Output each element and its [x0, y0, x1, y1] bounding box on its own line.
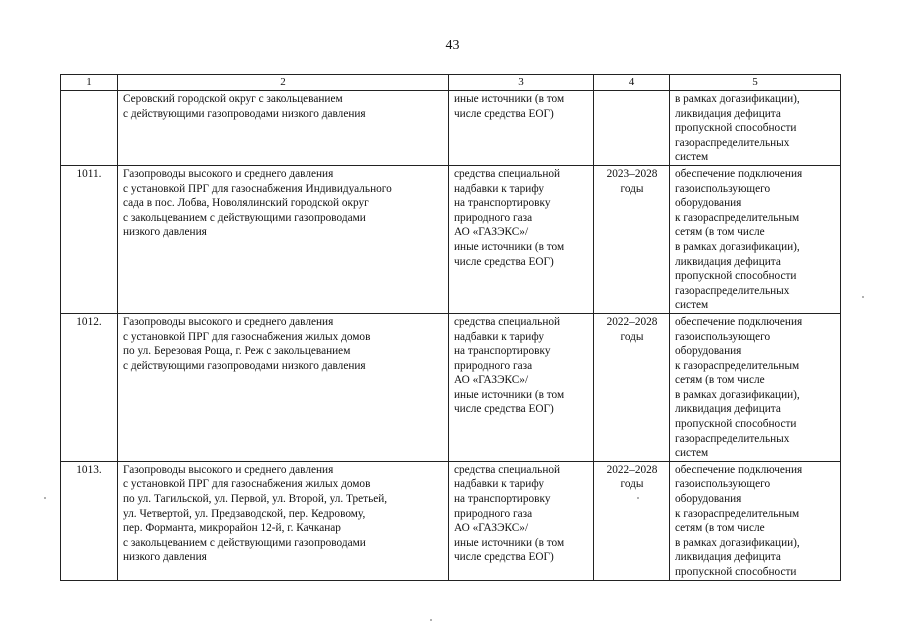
purpose-cell: обеспечение подключения газоиспользующего оборудования к газораспределительным сетям (в том числе в рамках догазификации), ликвидация дефицита пропускной способности газораспределительных систем	[670, 165, 841, 313]
funding-source-cell: средства специальной надбавки к тарифу на транспортировку природного газа АО «ГАЗЭКС»/ иные источники (в том числе средства ЕОГ)	[449, 165, 594, 313]
column-header-5: 5	[670, 75, 841, 91]
row-number	[61, 91, 118, 166]
table-row	[61, 165, 841, 313]
column-header-2: 2	[118, 75, 449, 91]
purpose-cell: обеспечение подключения газоиспользующего оборудования к газораспределительным сетям (в том числе в рамках догазификации), ликвидация дефицита пропускной способности газораспределительных систем	[670, 313, 841, 461]
column-header-1: 1	[61, 75, 118, 91]
table-row	[61, 461, 841, 580]
infrastructure-table	[60, 74, 841, 581]
table-header-row	[61, 75, 841, 91]
period-cell: 2022–2028 годы	[594, 461, 670, 580]
object-name-cell: Газопроводы высокого и среднего давления с установкой ПРГ для газоснабжения жилых домов по ул. Тагильской, ул. Первой, ул. Второй, ул. Третьей, ул. Четвертой, ул. Предзаводской, пер. Кедровому, пер. Форманта, микрорайон 12-й, г. Качканар с закольцеванием с действующими газопроводами низкого давления	[118, 461, 449, 580]
object-name-cell: Газопроводы высокого и среднего давления с установкой ПРГ для газоснабжения жилых домов по ул. Березовая Роща, г. Реж с закольцеванием с действующими газопроводами низкого давления	[118, 313, 449, 461]
row-number: 1012.	[61, 313, 118, 461]
period-cell: 2022–2028 годы	[594, 313, 670, 461]
period-cell	[594, 91, 670, 166]
scan-speck	[862, 296, 864, 298]
purpose-cell: обеспечение подключения газоиспользующего оборудования к газораспределительным сетям (в том числе в рамках догазификации), ликвидация дефицита пропускной способности	[670, 461, 841, 580]
funding-source-cell: иные источники (в том числе средства ЕОГ)	[449, 91, 594, 166]
table-row	[61, 313, 841, 461]
row-number: 1011.	[61, 165, 118, 313]
funding-source-cell: средства специальной надбавки к тарифу на транспортировку природного газа АО «ГАЗЭКС»/ иные источники (в том числе средства ЕОГ)	[449, 313, 594, 461]
scan-speck	[637, 497, 639, 499]
purpose-cell: в рамках догазификации), ликвидация дефицита пропускной способности газораспределительных систем	[670, 91, 841, 166]
page-number: 43	[445, 38, 460, 53]
object-name-cell: Серовский городской округ с закольцеванием с действующими газопроводами низкого давления	[118, 91, 449, 166]
object-name-cell: Газопроводы высокого и среднего давления с установкой ПРГ для газоснабжения Индивидуального сада в пос. Лобва, Новолялинский городской округ с закольцеванием с действующими газопроводами низкого давления	[118, 165, 449, 313]
scan-speck	[430, 619, 432, 621]
column-header-3: 3	[449, 75, 594, 91]
period-cell: 2023–2028 годы	[594, 165, 670, 313]
table-row	[61, 91, 841, 166]
column-header-4: 4	[594, 75, 670, 91]
scan-speck	[44, 497, 46, 499]
funding-source-cell: средства специальной надбавки к тарифу на транспортировку природного газа АО «ГАЗЭКС»/ иные источники (в том числе средства ЕОГ)	[449, 461, 594, 580]
row-number: 1013.	[61, 461, 118, 580]
